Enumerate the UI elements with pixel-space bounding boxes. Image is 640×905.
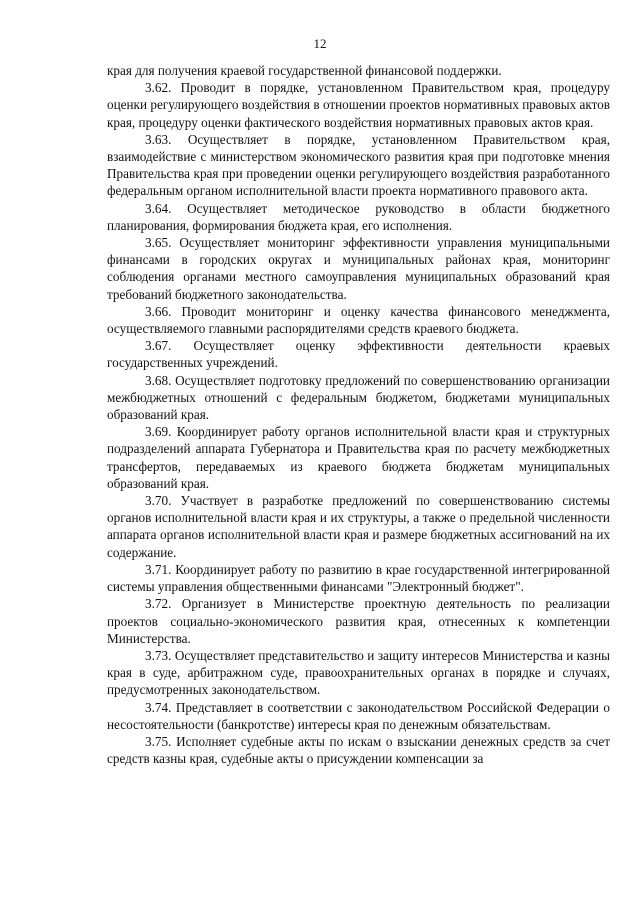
paragraph-3-73: 3.73. Осуществляет представительство и защиту интересов Министерства и казны края в суде, арбитражном суде, правоохранительных органах в порядке и случаях, предусмотренных законодательством. (107, 647, 610, 698)
paragraph-3-67: 3.67. Осуществляет оценку эффективности деятельности краевых государственных учреждений. (107, 338, 610, 371)
paragraph-3-72: 3.72. Организует в Министерстве проектную деятельность по реализации проектов социально-экономического развития края, отнесенных к компетенции Министерства. (107, 596, 610, 646)
document-body (107, 62, 610, 767)
paragraph-3-75: 3.75. Исполняет судебные акты по искам о взыскании денежных средств за счет средств казны края, судебные акты о присуждении компенсации за (107, 733, 610, 767)
paragraph-3-74: 3.74. Представляет в соответствии с законодательством Российской Федерации о несостоятельности (банкротстве) интересы края по денежным обязательствам. (107, 699, 610, 732)
page-number: 12 (313, 36, 327, 51)
paragraph-3-65: 3.65. Осуществляет мониторинг эффективности управления муниципальными финансами в городских округах и муниципальных районах края, мониторинг соблюдения органами местного самоуправления муниципальных образований края требований бюджетного законодательства. (107, 235, 610, 302)
paragraph-3-62: 3.62. Проводит в порядке, установленном Правительством края, процедуру оценки регулирующего воздействия в отношении проектов нормативных правовых актов края, процедуру оценки фактического воздействия нормативных правовых актов края. (107, 80, 610, 130)
paragraph-3-69: 3.69. Координирует работу органов исполнительной власти края и структурных подразделений аппарата Губернатора и Правительства края по расчету межбюджетных трансфертов, передаваемых из краевого бюджета бюджетам муниципальных образований края. (107, 424, 610, 491)
paragraph-3-63: 3.63. Осуществляет в порядке, установленном Правительством края, взаимодействие с министерством экономического развития края при подготовке мнения Правительства края при проведении оценки регулирующего воздействия разработанного федеральным органом исполнительной власти проекта нормативного правового акта. (107, 131, 610, 199)
paragraph-3-66: 3.66. Проводит мониторинг и оценку качества финансового менеджмента, осуществляемого главными распорядителями средств краевого бюджета. (107, 303, 610, 337)
paragraph-continuation: края для получения краевой государственной финансовой поддержки. (107, 63, 502, 78)
paragraph-3-64: 3.64. Осуществляет методическое руководство в области бюджетного планирования, формирования бюджета края, его исполнения. (107, 200, 610, 233)
paragraph-3-70: 3.70. Участвует в разработке предложений по совершенствованию системы органов исполнительной власти края и их структуры, а также о предельной численности аппарата органов исполнительной власти края и размере бюджетных ассигнований на их содержание. (107, 493, 610, 560)
paragraph-3-71: 3.71. Координирует работу по развитию в крае государственной интегрированной системы управления общественными финансами "Электронный бюджет". (107, 561, 610, 595)
paragraph-3-68: 3.68. Осуществляет подготовку предложений по совершенствованию организации межбюджетных отношений с федеральным бюджетом, бюджетами муниципальных образований края. (107, 372, 610, 423)
